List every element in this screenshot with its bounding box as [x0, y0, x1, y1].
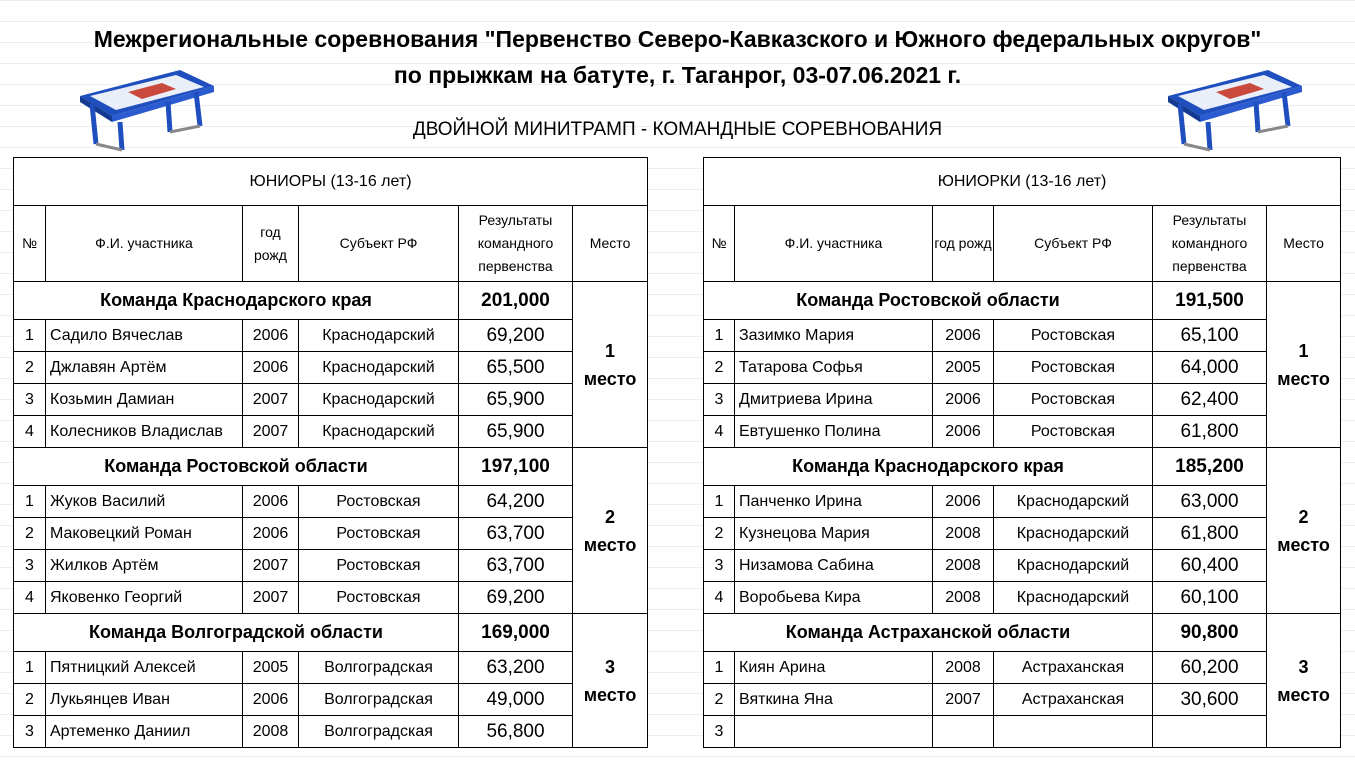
athlete-name: Жуков Василий [46, 486, 243, 518]
col-header-place: Место [1267, 206, 1341, 282]
team-row [704, 448, 1341, 486]
athlete-name: Кузнецова Мария [735, 518, 933, 550]
athlete-region: Краснодарский [299, 384, 459, 416]
athlete-row [14, 320, 648, 352]
athlete-row [704, 716, 1341, 748]
athlete-region: Ростовская [994, 320, 1153, 352]
col-header-num: № [704, 206, 735, 282]
athlete-year: 2007 [243, 416, 299, 448]
athlete-region: Краснодарский [994, 486, 1153, 518]
athlete-row [14, 582, 648, 614]
team-place [573, 448, 648, 614]
athlete-name: Евтушенко Полина [735, 416, 933, 448]
athlete-year: 2006 [243, 684, 299, 716]
place-number: 1 [1298, 340, 1309, 361]
athlete-name: Колесников Владислав [46, 416, 243, 448]
athlete-region: Ростовская [299, 486, 459, 518]
athlete-region: Ростовская [299, 582, 459, 614]
place-label: место [583, 684, 637, 705]
competition-subtitle: по прыжкам на батуте, г. Таганрог, 03-07.06.2021 г. [393, 62, 962, 88]
athlete-row [14, 550, 648, 582]
athlete-result: 65,900 [459, 416, 573, 448]
team-place [1267, 448, 1341, 614]
col-header-region: Субъект РФ [299, 206, 459, 282]
team-row [704, 282, 1341, 320]
team-name: Команда Волгоградской области [14, 614, 459, 652]
page-header [0, 0, 1355, 158]
team-total: 90,800 [1153, 614, 1267, 652]
athlete-region: Волгоградская [299, 716, 459, 748]
athlete-result: 56,800 [459, 716, 573, 748]
athlete-row [14, 352, 648, 384]
athlete-year [933, 716, 994, 748]
team-total: 197,100 [459, 448, 573, 486]
athlete-result: 62,400 [1153, 384, 1267, 416]
athlete-name: Низамова Сабина [735, 550, 933, 582]
athlete-row [704, 486, 1341, 518]
team-total: 185,200 [1153, 448, 1267, 486]
discipline-title: ДВОЙНОЙ МИНИТРАМП - КОМАНДНЫЕ СОРЕВНОВАНИЯ [412, 119, 943, 140]
athlete-num: 3 [704, 384, 735, 416]
athlete-result: 65,500 [459, 352, 573, 384]
team-name: Команда Астраханской области [704, 614, 1153, 652]
athlete-region: Астраханская [994, 652, 1153, 684]
athlete-region: Ростовская [299, 550, 459, 582]
athlete-num: 1 [14, 320, 46, 352]
place-number: 1 [605, 340, 616, 361]
place-number: 3 [1298, 656, 1309, 677]
athlete-num: 1 [704, 320, 735, 352]
athlete-row [14, 684, 648, 716]
place-label: место [583, 368, 637, 389]
athlete-num: 3 [14, 716, 46, 748]
col-header-year: год рожд [933, 206, 994, 282]
competition-title: Межрегиональные соревнования "Первенство Северо-Кавказского и Южного федеральных округов" [93, 26, 1262, 52]
team-total: 201,000 [459, 282, 573, 320]
col-header-place: Место [573, 206, 648, 282]
athlete-name: Садило Вячеслав [46, 320, 243, 352]
category-title: ЮНИОРКИ (13-16 лет) [704, 158, 1341, 206]
athlete-num: 2 [704, 518, 735, 550]
team-name: Команда Ростовской области [704, 282, 1153, 320]
athlete-region: Астраханская [994, 684, 1153, 716]
athlete-num: 2 [14, 352, 46, 384]
athlete-region: Краснодарский [994, 582, 1153, 614]
athlete-year: 2006 [933, 384, 994, 416]
athlete-num: 4 [704, 416, 735, 448]
athlete-name: Зазимко Мария [735, 320, 933, 352]
athlete-year: 2007 [243, 384, 299, 416]
athlete-year: 2008 [933, 652, 994, 684]
place-label: место [583, 534, 637, 555]
athlete-year: 2007 [933, 684, 994, 716]
athlete-num: 3 [704, 550, 735, 582]
athlete-name: Лукьянцев Иван [46, 684, 243, 716]
athlete-result [1153, 716, 1267, 748]
team-total: 169,000 [459, 614, 573, 652]
athlete-year: 2008 [933, 550, 994, 582]
athlete-result: 60,400 [1153, 550, 1267, 582]
athlete-num: 2 [704, 352, 735, 384]
col-header-region: Субъект РФ [994, 206, 1153, 282]
category-title: ЮНИОРЫ (13-16 лет) [14, 158, 648, 206]
athlete-result: 65,900 [459, 384, 573, 416]
athlete-result: 65,100 [1153, 320, 1267, 352]
place-number: 2 [1298, 506, 1309, 527]
team-place [1267, 614, 1341, 748]
athlete-row [14, 416, 648, 448]
athlete-year: 2005 [243, 652, 299, 684]
athlete-name: Киян Арина [735, 652, 933, 684]
athlete-num: 1 [14, 652, 46, 684]
athlete-row [704, 652, 1341, 684]
athlete-region: Ростовская [994, 416, 1153, 448]
team-name: Команда Краснодарского края [14, 282, 459, 320]
athlete-num: 3 [14, 384, 46, 416]
athlete-region: Волгоградская [299, 684, 459, 716]
athlete-name: Вяткина Яна [735, 684, 933, 716]
athlete-year: 2006 [243, 352, 299, 384]
athlete-result: 60,100 [1153, 582, 1267, 614]
athlete-num: 4 [14, 416, 46, 448]
athlete-num: 1 [14, 486, 46, 518]
team-name: Команда Краснодарского края [704, 448, 1153, 486]
athlete-year: 2008 [933, 518, 994, 550]
athlete-year: 2008 [243, 716, 299, 748]
athlete-row [704, 416, 1341, 448]
juniors-results-table [13, 157, 648, 748]
athlete-row [14, 518, 648, 550]
col-header-result: Результаты командного первенства [459, 206, 573, 282]
athlete-name: Татарова Софья [735, 352, 933, 384]
athlete-row [704, 518, 1341, 550]
athlete-region [994, 716, 1153, 748]
athlete-num: 3 [14, 550, 46, 582]
athlete-year: 2007 [243, 582, 299, 614]
athlete-region: Краснодарский [299, 320, 459, 352]
athlete-result: 63,700 [459, 518, 573, 550]
team-place [573, 282, 648, 448]
athlete-name: Жилков Артём [46, 550, 243, 582]
athlete-result: 63,700 [459, 550, 573, 582]
athlete-year: 2008 [933, 582, 994, 614]
athlete-result: 64,200 [459, 486, 573, 518]
athlete-region: Ростовская [994, 352, 1153, 384]
athlete-row [704, 684, 1341, 716]
team-row [14, 282, 648, 320]
athlete-name: Яковенко Георгий [46, 582, 243, 614]
athlete-num: 2 [704, 684, 735, 716]
athlete-year: 2005 [933, 352, 994, 384]
team-row [14, 614, 648, 652]
place-label: место [1277, 368, 1330, 389]
athlete-name: Панченко Ирина [735, 486, 933, 518]
team-row [14, 448, 648, 486]
place-number: 2 [605, 506, 616, 527]
athlete-region: Ростовская [299, 518, 459, 550]
athlete-result: 63,200 [459, 652, 573, 684]
athlete-row [14, 384, 648, 416]
athlete-row [14, 486, 648, 518]
athlete-num: 1 [704, 652, 735, 684]
athlete-result: 69,200 [459, 582, 573, 614]
athlete-result: 49,000 [459, 684, 573, 716]
team-name: Команда Ростовской области [14, 448, 459, 486]
athlete-name [735, 716, 933, 748]
athlete-name: Джлавян Артём [46, 352, 243, 384]
team-place [573, 614, 648, 748]
athlete-num: 2 [14, 518, 46, 550]
athlete-year: 2006 [933, 486, 994, 518]
athlete-num: 1 [704, 486, 735, 518]
athlete-year: 2006 [243, 518, 299, 550]
team-place [1267, 282, 1341, 448]
athlete-row [704, 320, 1341, 352]
athlete-result: 64,000 [1153, 352, 1267, 384]
team-total: 191,500 [1153, 282, 1267, 320]
athlete-row [14, 652, 648, 684]
athlete-row [704, 352, 1341, 384]
athlete-name: Пятницкий Алексей [46, 652, 243, 684]
team-row [704, 614, 1341, 652]
col-header-name: Ф.И. участника [735, 206, 933, 282]
athlete-result: 60,200 [1153, 652, 1267, 684]
place-number: 3 [605, 656, 616, 677]
athlete-name: Дмитриева Ирина [735, 384, 933, 416]
athlete-result: 61,800 [1153, 416, 1267, 448]
athlete-year: 2006 [933, 416, 994, 448]
athlete-row [14, 716, 648, 748]
athlete-region: Ростовская [994, 384, 1153, 416]
athlete-num: 4 [704, 582, 735, 614]
athlete-result: 63,000 [1153, 486, 1267, 518]
place-label: место [1277, 534, 1330, 555]
athlete-row [704, 582, 1341, 614]
athlete-region: Краснодарский [299, 416, 459, 448]
col-header-year: год рожд [243, 206, 299, 282]
col-header-name: Ф.И. участника [46, 206, 243, 282]
junior-girls-results-table [703, 157, 1341, 748]
athlete-region: Волгоградская [299, 652, 459, 684]
athlete-row [704, 384, 1341, 416]
athlete-result: 69,200 [459, 320, 573, 352]
place-label: место [1277, 684, 1330, 705]
athlete-result: 30,600 [1153, 684, 1267, 716]
athlete-year: 2007 [243, 550, 299, 582]
athlete-num: 2 [14, 684, 46, 716]
athlete-num: 3 [704, 716, 735, 748]
col-header-num: № [14, 206, 46, 282]
athlete-name: Артеменко Даниил [46, 716, 243, 748]
athlete-year: 2006 [243, 486, 299, 518]
athlete-region: Краснодарский [299, 352, 459, 384]
athlete-name: Воробьева Кира [735, 582, 933, 614]
athlete-row [704, 550, 1341, 582]
athlete-result: 61,800 [1153, 518, 1267, 550]
athlete-region: Краснодарский [994, 518, 1153, 550]
athlete-num: 4 [14, 582, 46, 614]
athlete-year: 2006 [933, 320, 994, 352]
athlete-name: Маковецкий Роман [46, 518, 243, 550]
athlete-year: 2006 [243, 320, 299, 352]
col-header-result: Результаты командного первенства [1153, 206, 1267, 282]
athlete-name: Козьмин Дамиан [46, 384, 243, 416]
athlete-region: Краснодарский [994, 550, 1153, 582]
